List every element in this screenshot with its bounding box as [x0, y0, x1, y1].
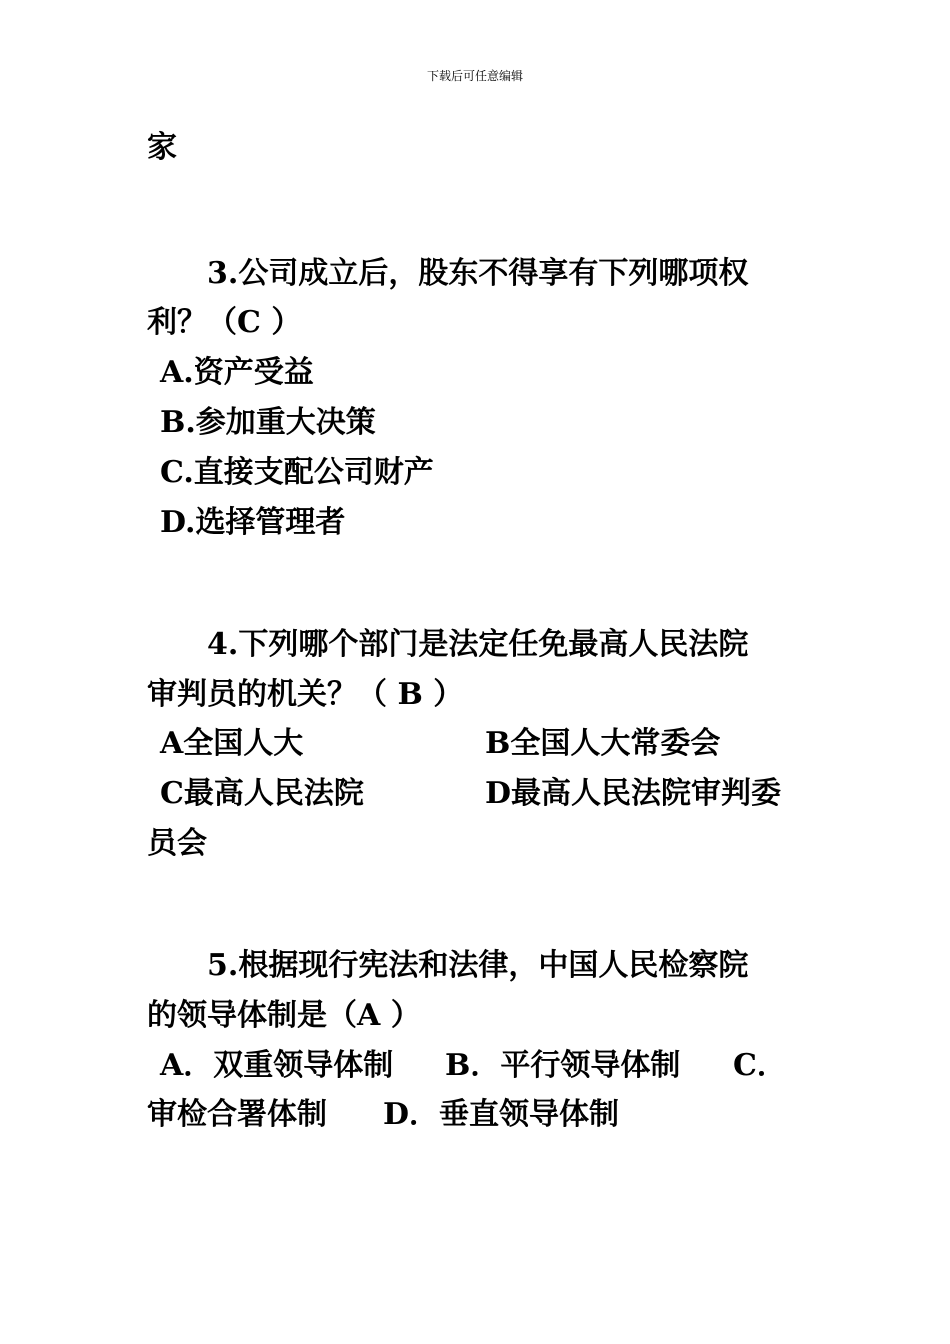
q5-option-c: C．: [733, 1048, 787, 1083]
q3-stem-line2: 利？（C ）: [147, 305, 302, 340]
q4-option-d-continued: 员会: [147, 826, 207, 861]
q3-stem-line1: 3.公司成立后，股东不得享有下列哪项权: [207, 256, 749, 291]
q4-option-c: C最高人民法院: [160, 776, 364, 811]
q3-option-b: B.参加重大决策: [160, 405, 376, 440]
q5-option-d: D．垂直领导体制: [383, 1097, 620, 1132]
q4-stem-line2: 审判员的机关？（ B ）: [147, 677, 464, 712]
q5-option-c-continued: 审检合署体制: [147, 1097, 327, 1132]
q4-stem-line1: 4.下列哪个部门是法定任免最高人民法院: [207, 627, 749, 662]
q3-option-c: C.直接支配公司财产: [160, 455, 434, 490]
q3-option-d: D.选择管理者: [160, 505, 346, 540]
q5-stem-line1: 5.根据现行宪法和法律，中国人民检察院: [207, 948, 749, 983]
continuation-text: 家: [147, 130, 177, 165]
q4-option-a: A全国人大: [160, 726, 304, 761]
q3-option-a: A.资产受益: [160, 355, 314, 390]
q5-stem-line2: 的领导体制是（A ）: [147, 998, 421, 1033]
page-header: 下载后可任意编辑: [426, 69, 523, 83]
q5-option-b: B．平行领导体制: [445, 1048, 681, 1083]
q4-option-d: D最高人民法院审判委: [485, 776, 782, 811]
q4-option-b: B全国人大常委会: [485, 726, 721, 761]
q5-option-a: A．双重领导体制: [160, 1048, 394, 1083]
